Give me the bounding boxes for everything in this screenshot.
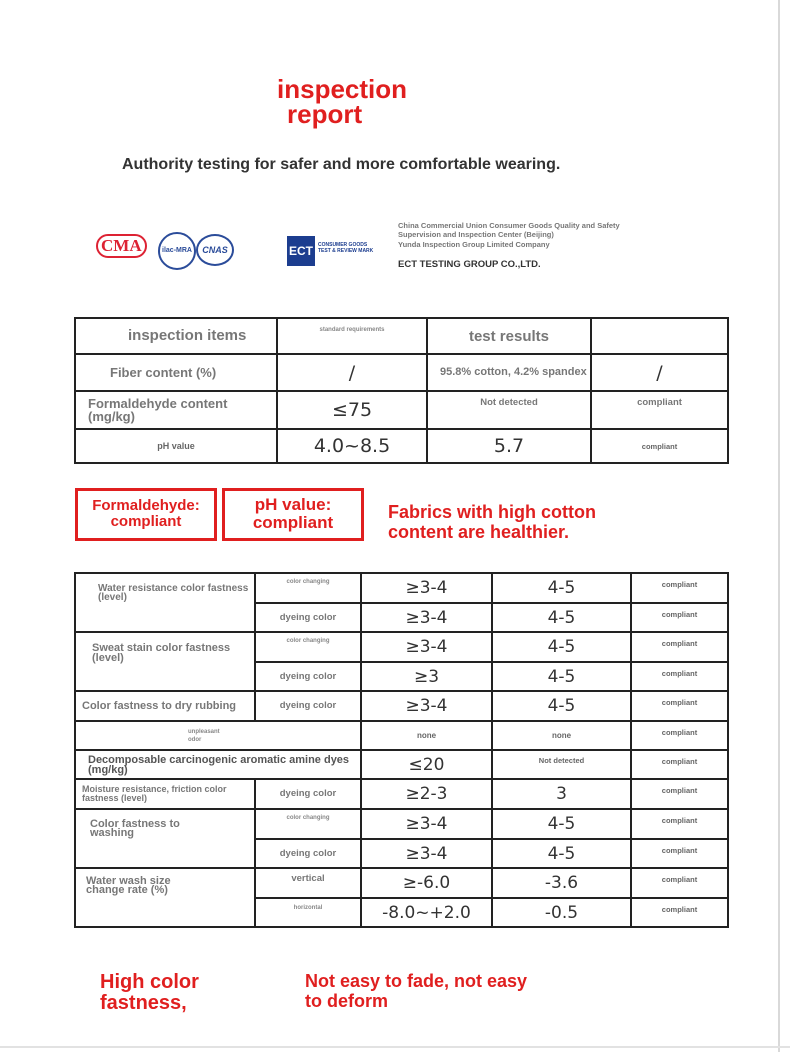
result-cell: none: [492, 721, 631, 750]
result-cell: 4-5: [492, 662, 631, 691]
result-cell: 3: [492, 779, 631, 809]
verdict-cell: compliant: [631, 573, 728, 603]
org-line-2: Supervision and Inspection Center (Beijing): [398, 230, 554, 239]
standard-cell: ≥3-4: [361, 809, 492, 839]
table-row: [75, 809, 728, 839]
org-line-1: China Commercial Union Consumer Goods Quality and Safety: [398, 221, 620, 230]
sub-cell: color changing: [255, 573, 361, 603]
standard-cell: ≥3-4: [361, 603, 492, 632]
page-right-edge: [778, 0, 780, 1052]
item-cell: Color fastness to washing: [75, 809, 255, 868]
standard-cell: ≥3-4: [361, 632, 492, 662]
result-cell: 95.8% cotton, 4.2% spandex: [427, 354, 591, 391]
fastness-table: [74, 572, 729, 928]
item-cell: Formaldehyde content (mg/kg): [75, 391, 277, 429]
verdict-cell: compliant: [631, 691, 728, 721]
verdict-cell: compliant: [631, 603, 728, 632]
verdict-cell: compliant: [591, 391, 728, 429]
standard-cell: none: [361, 721, 492, 750]
title-line-1: inspection: [277, 74, 408, 104]
result-cell: 4-5: [492, 839, 631, 868]
table-row: [75, 354, 728, 391]
result-cell: 4-5: [492, 691, 631, 721]
result-cell: 4-5: [492, 632, 631, 662]
table-row: [75, 632, 728, 662]
ect-logo: ECT: [287, 236, 315, 266]
header-standard: standard requirements: [277, 318, 427, 354]
sub-cell: color changing: [255, 809, 361, 839]
sub-cell: dyeing color: [255, 691, 361, 721]
page-bottom-edge: [0, 1046, 790, 1048]
standard-cell: -8.0~+2.0: [361, 898, 492, 927]
item-cell: Color fastness to dry rubbing: [75, 691, 255, 721]
standard-cell: ≥-6.0: [361, 868, 492, 898]
standard-cell: ≤20: [361, 750, 492, 779]
table-row: [75, 391, 728, 429]
table-row: [75, 779, 728, 809]
result-cell: 4-5: [492, 573, 631, 603]
standard-cell: ≤75: [277, 391, 427, 429]
table-row: [75, 429, 728, 463]
cma-logo: CMA: [96, 234, 140, 268]
verdict-cell: compliant: [631, 839, 728, 868]
item-cell: pH value: [75, 429, 277, 463]
result-cell: Not detected: [427, 391, 591, 429]
item-cell: Fiber content (%): [75, 354, 277, 391]
verdict-cell: /: [591, 354, 728, 391]
inspection-table: [74, 317, 729, 464]
table-row: [75, 868, 728, 898]
ect-group-name: ECT TESTING GROUP CO.,LTD.: [398, 259, 541, 270]
org-line-3: Yunda Inspection Group Limited Company: [398, 240, 550, 249]
standard-cell: 4.0~8.5: [277, 429, 427, 463]
subtitle: Authority testing for safer and more comfortable wearing.: [122, 156, 561, 173]
standard-cell: ≥3-4: [361, 691, 492, 721]
standard-cell: ≥3: [361, 662, 492, 691]
sub-cell: horizontal: [255, 898, 361, 927]
sub-cell: dyeing color: [255, 662, 361, 691]
item-cell: unpleasant odor: [75, 721, 361, 750]
ect-mark-text: CONSUMER GOODS TEST & REVIEW MARK: [318, 242, 374, 254]
ph-badge: pH value: compliant: [222, 488, 364, 541]
item-cell: Decomposable carcinogenic aromatic amine dyes (mg/kg): [75, 750, 361, 779]
verdict-cell: compliant: [631, 809, 728, 839]
sub-cell: dyeing color: [255, 779, 361, 809]
footer-right-note: Not easy to fade, not easy to deform: [305, 971, 528, 1011]
result-cell: 4-5: [492, 809, 631, 839]
sub-cell: dyeing color: [255, 603, 361, 632]
title-line-2: report: [287, 99, 363, 129]
standard-cell: /: [277, 354, 427, 391]
result-cell: -3.6: [492, 868, 631, 898]
verdict-cell: compliant: [631, 868, 728, 898]
header-result: test results: [427, 318, 591, 354]
ilac-mra-logo: ilac-MRA: [158, 232, 196, 270]
standard-cell: ≥2-3: [361, 779, 492, 809]
table-row: [75, 691, 728, 721]
sub-cell: dyeing color: [255, 839, 361, 868]
result-cell: 4-5: [492, 603, 631, 632]
item-cell: Water resistance color fastness (level): [75, 573, 255, 632]
item-cell: Water wash size change rate (%): [75, 868, 255, 927]
verdict-cell: compliant: [631, 721, 728, 750]
result-cell: Not detected: [492, 750, 631, 779]
result-cell: 5.7: [427, 429, 591, 463]
header-verdict: [591, 318, 728, 354]
item-cell: Sweat stain color fastness (level): [75, 632, 255, 691]
cnas-logo: CNAS: [196, 234, 234, 266]
verdict-cell: compliant: [631, 898, 728, 927]
table-row: [75, 750, 728, 779]
standard-cell: ≥3-4: [361, 839, 492, 868]
table-row: [75, 721, 728, 750]
formaldehyde-badge: Formaldehyde: compliant: [75, 488, 217, 541]
footer-left-note: High color fastness,: [100, 971, 199, 1014]
sub-cell: vertical: [255, 868, 361, 898]
verdict-cell: compliant: [631, 750, 728, 779]
header-item: inspection items: [75, 318, 277, 354]
result-cell: -0.5: [492, 898, 631, 927]
verdict-cell: compliant: [631, 662, 728, 691]
table-row: [75, 573, 728, 603]
verdict-cell: compliant: [631, 779, 728, 809]
standard-cell: ≥3-4: [361, 573, 492, 603]
verdict-cell: compliant: [631, 632, 728, 662]
table-header-row: [75, 318, 728, 354]
verdict-cell: compliant: [591, 429, 728, 463]
cotton-note: Fabrics with high cotton content are healthier.: [388, 502, 596, 542]
item-cell: Moisture resistance, friction color fastness (level): [75, 779, 255, 809]
sub-cell: color changing: [255, 632, 361, 662]
